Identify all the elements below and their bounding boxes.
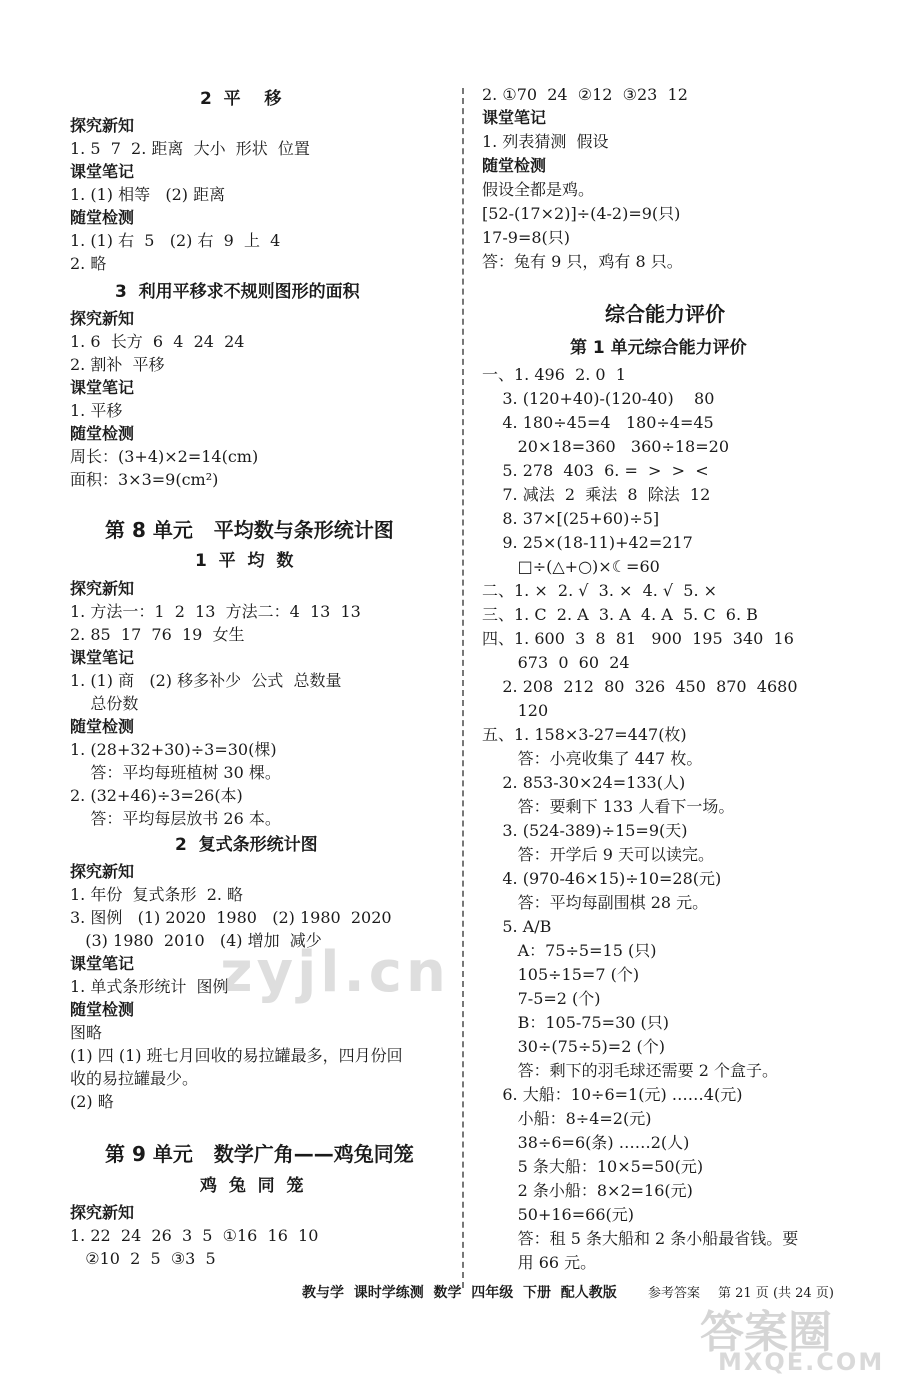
left-line-25: 随堂检测 (70, 717, 135, 736)
left-line-39: (1) 四 (1) 班七月回收的易拉罐最多，四月份回 (70, 1046, 403, 1065)
left-line-15: 周长：(3+4)×2=14(cm) (70, 447, 259, 466)
left-line-4: 1. (1) 相等 (2) 距离 (70, 185, 226, 204)
right-line-32: 答：平均每副围棋 28 元。 (482, 893, 709, 912)
left-line-42: 第 9 单元 数学广角——鸡兔同笼 (105, 1142, 414, 1166)
right-line-26: 答：小亮收集了 447 枚。 (482, 749, 703, 768)
left-line-37: 随堂检测 (70, 1000, 135, 1019)
right-line-39: 答：剩下的羽毛球还需要 2 个盒子。 (482, 1061, 778, 1080)
left-line-19: 探究新知 (70, 579, 135, 598)
left-line-16: 面积：3×3=9(cm²) (70, 470, 219, 489)
left-line-29: 答：平均每层放书 26 本。 (70, 809, 281, 828)
right-line-8: 综合能力评价 (605, 302, 725, 326)
right-line-30: 答：开学后 9 天可以读完。 (482, 845, 714, 864)
right-line-38: 30÷(75÷5)=2 (个) (482, 1037, 665, 1056)
left-line-23: 1. (1) 商 (2) 移多补少 公式 总数量 (70, 671, 342, 690)
left-line-40: 收的易拉罐最少。 (70, 1069, 199, 1088)
right-line-16: 8. 37×[(25+60)÷5] (482, 509, 660, 528)
right-line-41: 小船：8÷4=2(元) (482, 1109, 652, 1128)
left-line-33: 3. 图例 (1) 2020 1980 (2) 1980 2020 (70, 908, 392, 927)
right-line-35: 105÷15=7 (个) (482, 965, 640, 984)
left-line-5: 随堂检测 (70, 208, 135, 227)
right-line-47: 用 66 元。 (482, 1253, 597, 1272)
left-line-46: ②10 2 5 ③3 5 (70, 1249, 216, 1268)
left-line-30: 2 复式条形统计图 (175, 835, 318, 855)
right-line-2: 1. 列表猜测 假设 (482, 132, 609, 151)
right-line-1: 课堂笔记 (482, 108, 547, 127)
right-line-37: B：105-75=30 (只) (482, 1013, 670, 1032)
right-line-6: 17-9=8(只) (482, 228, 571, 247)
footer-page-number: 第 21 页 (共 24 页) (718, 1286, 834, 1301)
right-line-17: 9. 25×(18-11)+42=217 (482, 533, 693, 552)
left-line-17: 第 8 单元 平均数与条形统计图 (105, 518, 394, 542)
right-line-34: A：75÷5=15 (只) (482, 941, 657, 960)
left-line-2: 1. 5 7 2. 距离 大小 形状 位置 (70, 139, 310, 158)
left-line-20: 1. 方法一：1 2 13 方法二：4 13 13 (70, 602, 361, 621)
left-line-26: 1. (28+32+30)÷3=30(棵) (70, 740, 277, 759)
left-line-1: 探究新知 (70, 116, 135, 135)
column-divider (462, 88, 464, 1288)
footer-book-title: 教与学 课时学练测 数学 四年级 下册 配人教版 (302, 1285, 617, 1301)
left-line-6: 1. (1) 右 5 (2) 右 9 上 4 (70, 231, 281, 250)
right-line-24: 120 (482, 701, 549, 720)
right-line-45: 50+16=66(元) (482, 1205, 634, 1224)
left-line-13: 1. 平移 (70, 401, 123, 420)
left-line-10: 1. 6 长方 6 4 24 24 (70, 332, 245, 351)
left-line-31: 探究新知 (70, 862, 135, 881)
left-line-34: (3) 1980 2010 (4) 增加 减少 (70, 931, 322, 950)
right-line-19: 二、1. × 2. √ 3. × 4. √ 5. × (482, 581, 718, 600)
left-line-21: 2. 85 17 76 19 女生 (70, 625, 245, 644)
left-line-32: 1. 年份 复式条形 2. 略 (70, 885, 244, 904)
right-line-0: 2. ①70 24 ②12 ③23 12 (482, 85, 688, 104)
right-line-43: 5 条大船：10×5=50(元) (482, 1157, 704, 1176)
right-line-7: 答：兔有 9 只，鸡有 8 只。 (482, 252, 683, 271)
right-line-31: 4. (970-46×15)÷10=28(元) (482, 869, 722, 888)
right-line-44: 2 条小船：8×2=16(元) (482, 1181, 693, 1200)
right-line-36: 7-5=2 (个) (482, 989, 601, 1008)
right-line-25: 五、1. 158×3-27=447(枚) (482, 725, 687, 744)
left-line-14: 随堂检测 (70, 424, 135, 443)
watermark-center: zyjl.cn (220, 940, 450, 1005)
right-line-14: 5. 278 403 6. = > > < (482, 461, 709, 480)
right-line-33: 5. A/B (482, 917, 552, 936)
left-line-27: 答：平均每班植树 30 棵。 (70, 763, 281, 782)
right-line-15: 7. 减法 2 乘法 8 除法 12 (482, 485, 711, 504)
left-line-12: 课堂笔记 (70, 378, 135, 397)
right-line-18: □÷(△+○)×☾=60 (482, 557, 660, 576)
left-line-11: 2. 割补 平移 (70, 355, 165, 374)
left-line-22: 课堂笔记 (70, 648, 135, 667)
right-line-5: [52-(17×2)]÷(4-2)=9(只) (482, 204, 681, 223)
right-line-40: 6. 大船：10÷6=1(元) ……4(元) (482, 1085, 743, 1104)
left-line-8: 3 利用平移求不规则图形的面积 (115, 282, 360, 302)
right-line-11: 3. (120+40)-(120-40) 80 (482, 389, 715, 408)
left-line-3: 课堂笔记 (70, 162, 135, 181)
right-line-42: 38÷6=6(条) ……2(人) (482, 1133, 690, 1152)
right-line-23: 2. 208 212 80 326 450 870 4680 (482, 677, 798, 696)
watermark-corner-url: MXQE.COM (718, 1348, 885, 1376)
left-line-7: 2. 略 (70, 254, 107, 273)
right-line-13: 20×18=360 360÷18=20 (482, 437, 729, 456)
left-line-38: 图略 (70, 1023, 103, 1042)
right-line-29: 3. (524-389)÷15=9(天) (482, 821, 688, 840)
left-line-0: 2 平 移 (200, 89, 282, 109)
right-line-20: 三、1. C 2. A 3. A 4. A 5. C 6. B (482, 605, 758, 624)
watermark-corner-logo: 答案圈 (700, 1307, 832, 1358)
left-line-43: 鸡 兔 同 笼 (200, 1176, 304, 1196)
left-line-35: 课堂笔记 (70, 954, 135, 973)
footer-section: 参考答案 (648, 1286, 701, 1301)
left-line-18: 1 平 均 数 (195, 551, 294, 571)
left-line-44: 探究新知 (70, 1203, 135, 1222)
left-line-24: 总份数 (70, 694, 139, 713)
right-line-12: 4. 180÷45=4 180÷4=45 (482, 413, 714, 432)
right-line-21: 四、1. 600 3 8 81 900 195 340 16 (482, 629, 794, 648)
left-line-45: 1. 22 24 26 3 5 ①16 16 10 (70, 1226, 319, 1245)
right-line-4: 假设全都是鸡。 (482, 180, 595, 199)
right-line-46: 答：租 5 条大船和 2 条小船最省钱。要 (482, 1229, 799, 1248)
right-line-28: 答：要剩下 133 人看下一场。 (482, 797, 735, 816)
left-line-41: (2) 略 (70, 1092, 114, 1111)
left-line-9: 探究新知 (70, 309, 135, 328)
right-line-27: 2. 853-30×24=133(人) (482, 773, 686, 792)
right-line-22: 673 0 60 24 (482, 653, 630, 672)
left-line-28: 2. (32+46)÷3=26(本) (70, 786, 243, 805)
right-line-3: 随堂检测 (482, 156, 547, 175)
right-line-9: 第 1 单元综合能力评价 (570, 338, 747, 358)
right-line-10: 一、1. 496 2. 0 1 (482, 365, 626, 384)
left-line-36: 1. 单式条形统计 图例 (70, 977, 229, 996)
